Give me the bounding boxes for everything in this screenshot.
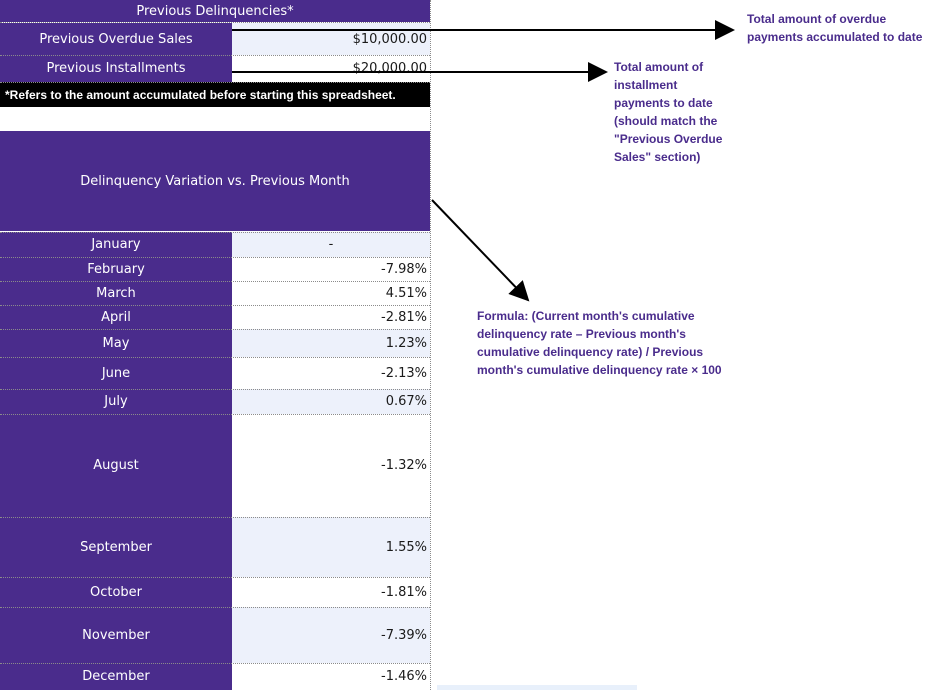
annotation-line: payments to date [614,96,713,110]
month-label: June [0,357,232,389]
month-label: April [0,305,232,329]
month-variation-value[interactable]: -1.46% [232,663,430,690]
annotation-line: Total amount of [614,60,704,74]
month-variation-value[interactable]: 1.23% [232,329,430,357]
month-label: August [0,414,232,517]
previous-installments-value[interactable]: $20,000.00 [232,55,430,82]
previous-installments-label: Previous Installments [0,55,232,82]
month-label: July [0,389,232,414]
month-variation-value[interactable]: 1.55% [232,517,430,577]
annotation-line: Sales" section) [614,150,701,164]
month-label: January [0,232,232,257]
month-variation-value[interactable]: -1.32% [232,414,430,517]
month-label: February [0,257,232,281]
month-variation-value[interactable]: - [232,232,430,257]
annotation-line: delinquency rate – Previous month's [477,327,686,341]
previous-delinquencies-header: Previous Delinquencies* [0,0,430,22]
footnote: *Refers to the amount accumulated before starting this spreadsheet. [0,82,430,107]
month-label: October [0,577,232,607]
month-variation-value[interactable]: 0.67% [232,389,430,414]
month-label: September [0,517,232,577]
previous-overdue-sales-label: Previous Overdue Sales [0,23,232,55]
annotation-line: (should match the [614,114,718,128]
annotation-line: installment [614,78,678,92]
month-variation-value[interactable]: -1.81% [232,577,430,607]
annotation-line: "Previous Overdue [614,132,723,146]
month-variation-value[interactable]: -2.81% [232,305,430,329]
annotation-line: Total amount of overdue [747,12,887,26]
month-label: March [0,281,232,305]
variation-header: Delinquency Variation vs. Previous Month [0,131,430,231]
month-label: May [0,329,232,357]
month-label: November [0,607,232,663]
month-variation-value[interactable]: -7.98% [232,257,430,281]
previous-overdue-sales-value[interactable]: $10,000.00 [232,23,430,55]
annotation-line: cumulative delinquency rate) / Previous [477,345,704,359]
month-variation-value[interactable]: 4.51% [232,281,430,305]
annotation-line: month's cumulative delinquency rate × 100 [477,363,722,377]
annotation-line: payments accumulated to date [747,30,923,44]
month-variation-value[interactable]: -7.39% [232,607,430,663]
annotation-line: Formula: (Current month's cumulative [477,309,695,323]
arrow-formula [432,200,528,300]
month-label: December [0,663,232,690]
month-variation-value[interactable]: -2.13% [232,357,430,389]
cell-selection-strip [437,685,637,690]
